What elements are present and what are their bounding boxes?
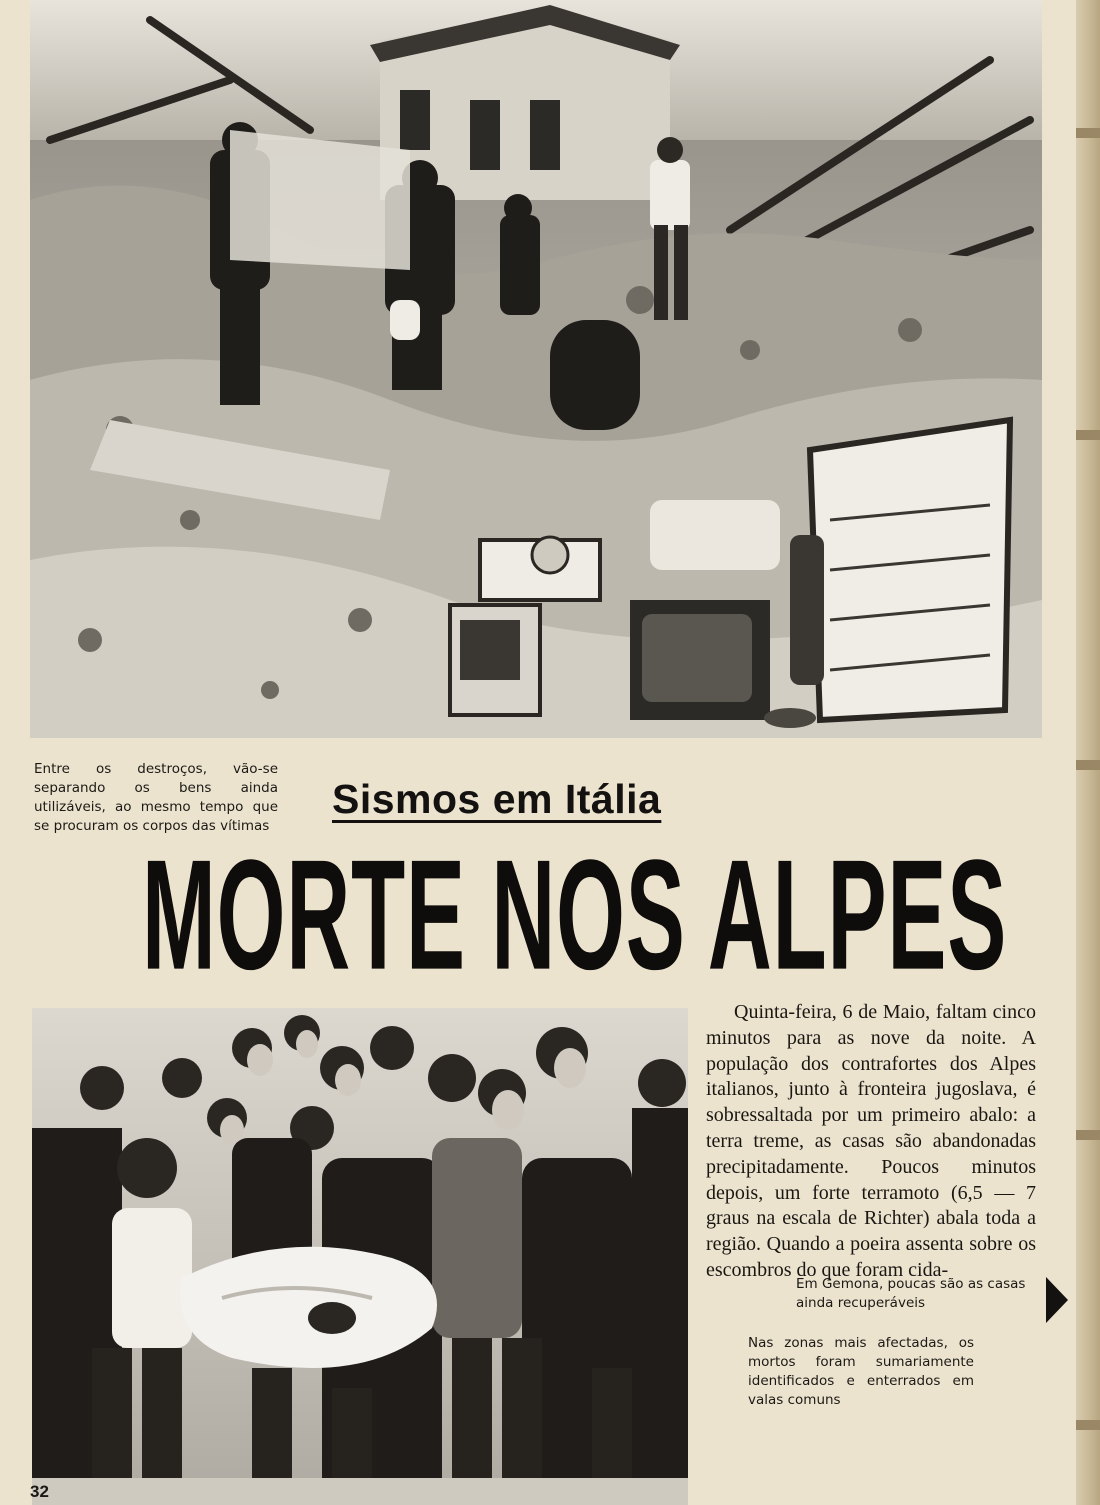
spine-notch — [1076, 430, 1100, 440]
caption-rubble-salvage: Entre os destroços, vão-se separando os bens ainda utilizáveis, ao mesmo tempo que se procuram os corpos das vítimas — [34, 761, 278, 834]
caption-gemona: Em Gemona, poucas são as casas ainda recuperáveis — [796, 1276, 1026, 1311]
photo-soldiers-carrying-body-image — [32, 1008, 688, 1505]
spine-notch — [1076, 1420, 1100, 1430]
triangle-right-icon — [1044, 1277, 1068, 1323]
article-body — [706, 1000, 1036, 1284]
caption-mass-graves: Nas zonas mais afectadas, os mortos foram sumariamente identificados e enterrados em valas comuns — [748, 1335, 974, 1408]
spine-notch — [1076, 760, 1100, 770]
spine-notch — [1076, 1130, 1100, 1140]
spine-notch — [1076, 128, 1100, 138]
photo-soldiers-carrying-body — [32, 1008, 688, 1505]
page-number: 32 — [30, 1482, 49, 1501]
article-body-text: Quinta-feira, 6 de Maio, faltam cinco minutos para as nove da noite. A população dos contrafortes dos Alpes italianos, junto à fronteira jugoslava, é sobressaltada por um primeiro abalo: a terra treme, as casas são abandonadas precipitadamente. Poucos minutos depois, um forte terramoto (6,5 — 7 graus na escala de Richter) abala toda a região. Quando a poeira assenta sobre os escombros do que foram cida- — [706, 1001, 1036, 1281]
photo-rubble-salvage — [30, 0, 1042, 738]
headline: MORTE NOS ALPES — [142, 826, 1008, 1002]
kicker-title: Sismos em Itália — [332, 776, 662, 822]
photo-rubble-salvage-image — [30, 0, 1042, 738]
binding-spine — [1076, 0, 1100, 1505]
